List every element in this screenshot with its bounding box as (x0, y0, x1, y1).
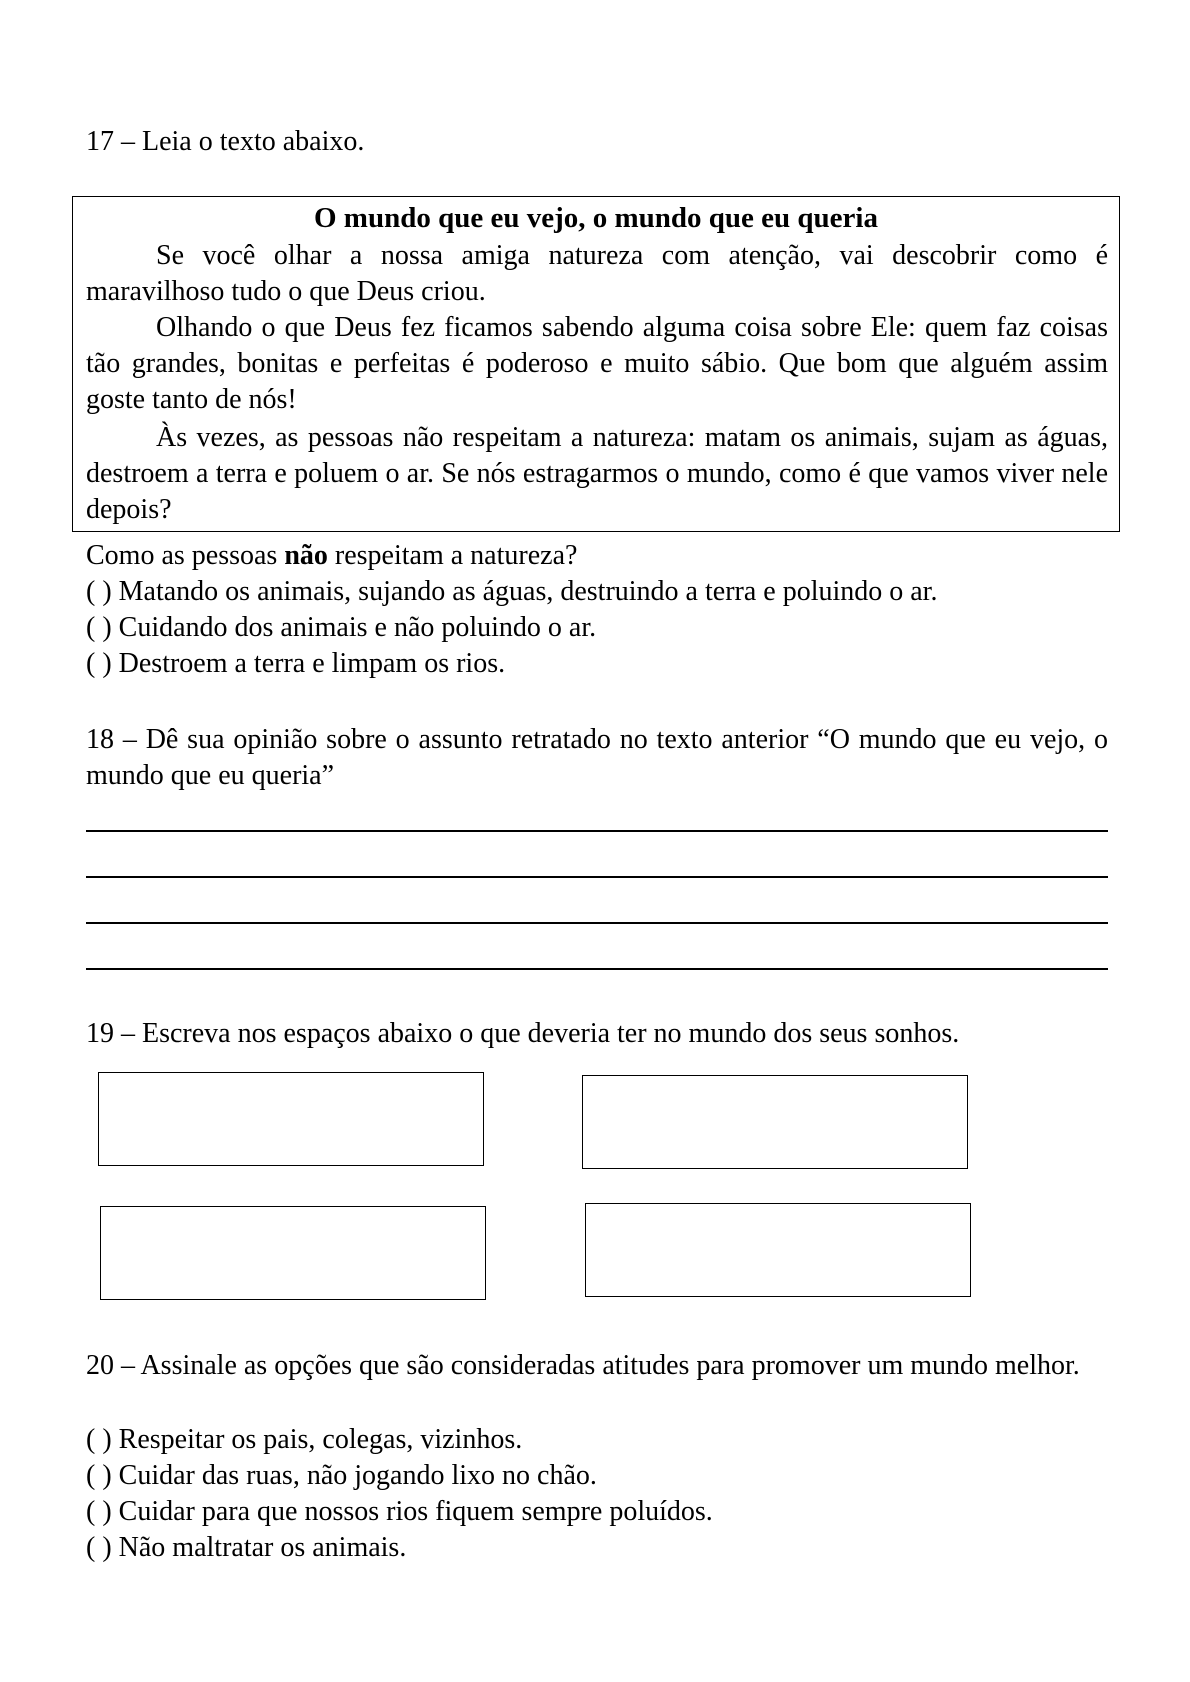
answer-line-1[interactable] (86, 830, 1108, 832)
prompt-text-end: respeitam a natureza? (327, 540, 578, 571)
question-18-title: 18 – Dê sua opinião sobre o assunto retratado no texto anterior “O mundo que eu vejo, o mundo que eu queria” (86, 724, 1108, 791)
prompt-emphasis: não (284, 540, 328, 571)
q17-option-3[interactable]: ( ) Destroem a terra e limpam os rios. (86, 648, 506, 679)
dream-box-2[interactable] (582, 1075, 968, 1169)
prompt-text-start: Como as pessoas (86, 540, 285, 571)
passage-title: O mundo que eu vejo, o mundo que eu queria (314, 202, 878, 234)
passage-paragraph-1: Se você olhar a nossa amiga natureza com atenção, vai descobrir como é maravilhoso tudo o que Deus criou. (86, 240, 1108, 307)
q17-option-1[interactable]: ( ) Matando os animais, sujando as águas, destruindo a terra e poluindo o ar. (86, 576, 938, 607)
dream-box-3[interactable] (100, 1206, 486, 1300)
q20-option-3[interactable]: ( ) Cuidar para que nossos rios fiquem sempre poluídos. (86, 1496, 713, 1527)
question-17-prompt (86, 538, 1108, 574)
dream-box-1[interactable] (98, 1072, 484, 1166)
q20-option-4[interactable]: ( ) Não maltratar os animais. (86, 1532, 407, 1563)
passage-paragraph-3: Às vezes, as pessoas não respeitam a natureza: matam os animais, sujam as águas, destroem a terra e poluem o ar. Se nós estragarmos o mundo, como é que vamos viver nele depois? (86, 422, 1108, 525)
q20-option-1[interactable]: ( ) Respeitar os pais, colegas, vizinhos. (86, 1424, 523, 1455)
question-20-title: 20 – Assinale as opções que são consideradas atitudes para promover um mundo melhor. (86, 1350, 1080, 1381)
answer-line-3[interactable] (86, 922, 1108, 924)
passage-paragraph-2: Olhando o que Deus fez ficamos sabendo alguma coisa sobre Ele: quem faz coisas tão grandes, bonitas e perfeitas é poderoso e muito sábio. Que bom que alguém assim goste tanto de nós! (86, 312, 1108, 415)
q17-option-2[interactable]: ( ) Cuidando dos animais e não poluindo o ar. (86, 612, 597, 643)
q20-option-2[interactable]: ( ) Cuidar das ruas, não jogando lixo no chão. (86, 1460, 597, 1491)
question-17-title: 17 – Leia o texto abaixo. (86, 126, 365, 157)
question-19-title: 19 – Escreva nos espaços abaixo o que deveria ter no mundo dos seus sonhos. (86, 1018, 960, 1049)
answer-line-2[interactable] (86, 876, 1108, 878)
dream-box-4[interactable] (585, 1203, 971, 1297)
answer-line-4[interactable] (86, 968, 1108, 970)
